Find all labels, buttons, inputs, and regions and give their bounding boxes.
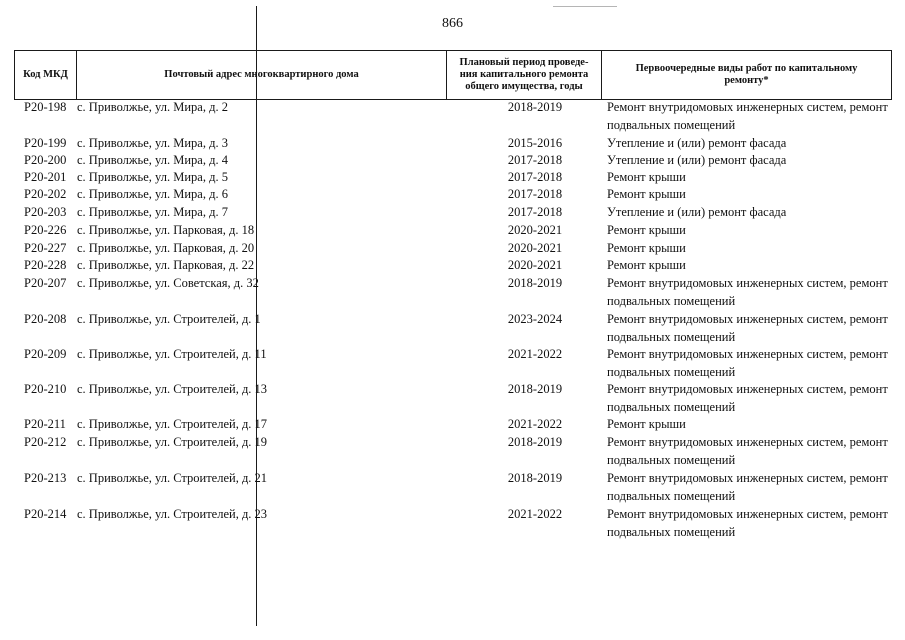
cell-address: с. Приволжье, ул. Мира, д. 7 (77, 205, 228, 219)
cell-period: 2021-2022 (507, 417, 563, 431)
header-address: Почтовый адрес многоквартирного дома (76, 51, 446, 99)
cell-address: с. Приволжье, ул. Строителей, д. 1 (77, 312, 261, 326)
cell-period: 2017-2018 (507, 187, 563, 201)
cell-works: Ремонт крыши (607, 187, 686, 201)
cell-works: Ремонт крыши (607, 223, 686, 237)
cell-works: Ремонт крыши (607, 241, 686, 255)
cell-period: 2018-2019 (507, 276, 563, 290)
header-code: Код МКД (14, 51, 76, 99)
cell-code: Р20-199 (24, 136, 67, 150)
page-number: 866 (442, 16, 463, 31)
cell-code: Р20-210 (24, 382, 67, 396)
cell-code: Р20-211 (24, 417, 66, 431)
cell-address: с. Приволжье, ул. Мира, д. 3 (77, 136, 228, 150)
cell-works: Ремонт внутридомовых инженерных систем, ремонт подвальных помещений (607, 100, 888, 132)
cell-address: с. Приволжье, ул. Строителей, д. 19 (77, 435, 268, 449)
cell-address: с. Приволжье, ул. Строителей, д. 17 (77, 417, 268, 431)
cell-address: с. Приволжье, ул. Парковая, д. 20 (77, 241, 255, 255)
cell-code: Р20-198 (24, 100, 67, 114)
cell-code: Р20-228 (24, 258, 67, 272)
cell-code: Р20-203 (24, 205, 67, 219)
cell-period: 2017-2018 (507, 153, 563, 167)
cell-address: с. Приволжье, ул. Мира, д. 6 (77, 187, 228, 201)
cell-works: Утепление и (или) ремонт фасада (607, 153, 787, 167)
cell-period: 2021-2022 (507, 507, 563, 521)
cell-address: с. Приволжье, ул. Строителей, д. 21 (77, 471, 268, 485)
cell-code: Р20-200 (24, 153, 67, 167)
cell-address: с. Приволжье, ул. Парковая, д. 22 (77, 258, 255, 272)
cell-code: Р20-201 (24, 170, 67, 184)
cell-code: Р20-213 (24, 471, 67, 485)
scan-mark (553, 6, 617, 7)
cell-works: Ремонт внутридомовых инженерных систем, ремонт подвальных помещений (607, 382, 888, 414)
cell-address: с. Приволжье, ул. Парковая, д. 18 (77, 223, 255, 237)
cell-code: Р20-226 (24, 223, 67, 237)
cell-works: Ремонт внутридомовых инженерных систем, ремонт подвальных помещений (607, 507, 888, 539)
header-period: Плановый период проведе-ния капитального ремонта общего имущества, годы (446, 51, 601, 99)
cell-code: Р20-214 (24, 507, 67, 521)
cell-period: 2018-2019 (507, 435, 563, 449)
cell-code: Р20-212 (24, 435, 67, 449)
cell-period: 2018-2019 (507, 100, 563, 114)
cell-address: с. Приволжье, ул. Строителей, д. 23 (77, 507, 268, 521)
cell-period: 2023-2024 (507, 312, 563, 326)
header-works: Первоочередные виды работ по капитальному ремонту* (601, 51, 892, 99)
cell-period: 2020-2021 (507, 223, 563, 237)
cell-address: с. Приволжье, ул. Строителей, д. 13 (77, 382, 268, 396)
cell-works: Ремонт внутридомовых инженерных систем, ремонт подвальных помещений (607, 471, 888, 503)
cell-period: 2021-2022 (507, 347, 563, 361)
cell-period: 2018-2019 (507, 471, 563, 485)
cell-works: Ремонт внутридомовых инженерных систем, ремонт подвальных помещений (607, 276, 888, 308)
cell-period: 2018-2019 (507, 382, 563, 396)
cell-code: Р20-208 (24, 312, 67, 326)
cell-period: 2020-2021 (507, 241, 563, 255)
cell-period: 2017-2018 (507, 205, 563, 219)
cell-code: Р20-207 (24, 276, 67, 290)
cell-works: Ремонт крыши (607, 417, 686, 431)
cell-period: 2020-2021 (507, 258, 563, 272)
cell-address: с. Приволжье, ул. Мира, д. 5 (77, 170, 228, 184)
cell-works: Ремонт крыши (607, 258, 686, 272)
cell-works: Утепление и (или) ремонт фасада (607, 205, 787, 219)
cell-code: Р20-227 (24, 241, 67, 255)
cell-address: с. Приволжье, ул. Мира, д. 4 (77, 153, 228, 167)
cell-period: 2017-2018 (507, 170, 563, 184)
cell-code: Р20-209 (24, 347, 67, 361)
cell-works: Утепление и (или) ремонт фасада (607, 136, 787, 150)
cell-address: с. Приволжье, ул. Советская, д. 32 (77, 276, 259, 290)
cell-address: с. Приволжье, ул. Строителей, д. 11 (77, 347, 267, 361)
cell-works: Ремонт внутридомовых инженерных систем, ремонт подвальных помещений (607, 347, 888, 379)
cell-code: Р20-202 (24, 187, 67, 201)
cell-works: Ремонт внутридомовых инженерных систем, ремонт подвальных помещений (607, 312, 888, 344)
cell-address: с. Приволжье, ул. Мира, д. 2 (77, 100, 228, 114)
cell-works: Ремонт крыши (607, 170, 686, 184)
cell-period: 2015-2016 (507, 136, 563, 150)
table-header (14, 50, 892, 100)
cell-works: Ремонт внутридомовых инженерных систем, ремонт подвальных помещений (607, 435, 888, 467)
